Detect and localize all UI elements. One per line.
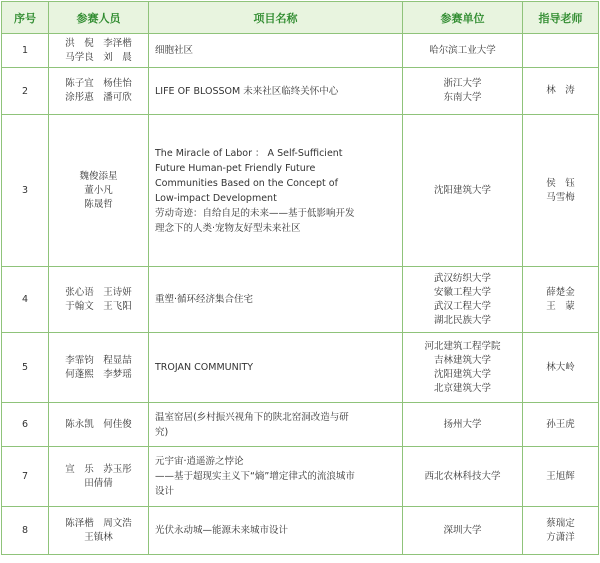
- teacher-cell: [523, 333, 599, 403]
- row-number: 1: [2, 34, 49, 68]
- member-line: 陈泽楷 周文浩: [65, 517, 132, 529]
- project-line: 温室窑居(乡村振兴视角下的陕北窑洞改造与研: [155, 411, 349, 423]
- unit-cell: [403, 403, 523, 447]
- teacher-cell: [523, 447, 599, 507]
- teacher-line: 林大岭: [546, 361, 575, 373]
- row-number: 5: [2, 333, 49, 403]
- row-number: 6: [2, 403, 49, 447]
- unit-line: 深圳大学: [443, 524, 482, 536]
- unit-cell: [403, 507, 523, 555]
- members-cell: [49, 403, 149, 447]
- members-cell: [49, 333, 149, 403]
- teacher-cell: [523, 403, 599, 447]
- members-cell: [49, 267, 149, 333]
- member-line: 马学良 刘 晨: [65, 51, 132, 63]
- table-row: [2, 34, 599, 68]
- project-cell: [149, 447, 403, 507]
- member-line: 涂彤惠 潘可欣: [65, 92, 132, 103]
- table-row: [2, 447, 599, 507]
- project-cell: [149, 68, 403, 115]
- unit-line: 西北农林科技大学: [424, 470, 501, 482]
- teacher-line: 薛楚金: [546, 286, 575, 298]
- unit-line: 武汉纺织大学: [433, 272, 491, 284]
- row-number: 7: [2, 447, 49, 507]
- award-table: [1, 1, 599, 555]
- project-line: TROJAN COMMUNITY: [155, 362, 254, 373]
- unit-cell: [403, 333, 523, 403]
- member-line: 魏俊添星: [79, 170, 118, 182]
- unit-line: 东南大学: [443, 92, 482, 103]
- unit-line: 湖北民族大学: [433, 314, 491, 326]
- header-row: [2, 2, 599, 34]
- teacher-line: 马雪梅: [546, 191, 575, 203]
- table-row: [2, 68, 599, 115]
- member-line: 陈永凯 何佳俊: [65, 418, 132, 430]
- unit-line: 武汉工程大学: [433, 300, 491, 312]
- teacher-cell: [523, 68, 599, 115]
- project-cell: [149, 267, 403, 333]
- teacher-line: 王 蒙: [546, 300, 575, 312]
- unit-line: 沈阳建筑大学: [433, 368, 491, 380]
- project-line: Low-impact Development: [155, 192, 277, 204]
- project-cell: [149, 115, 403, 267]
- unit-line: 吉林建筑大学: [433, 354, 491, 366]
- project-cell: [149, 507, 403, 555]
- teacher-line: 方潇洋: [546, 531, 575, 543]
- table-row: [2, 267, 599, 333]
- project-line: Communities Based on the Concept of: [155, 177, 338, 189]
- row-number: 8: [2, 507, 49, 555]
- header-unit: 参赛单位: [403, 2, 523, 34]
- member-line: 张心语 王诗妍: [65, 286, 132, 298]
- project-line: 劳动奇迹：自给自足的未来——基于低影响开发: [155, 207, 355, 219]
- unit-cell: [403, 115, 523, 267]
- row-number: 4: [2, 267, 49, 333]
- member-line: 宣 乐 苏玉彤: [65, 463, 132, 475]
- unit-cell: [403, 34, 523, 68]
- project-line: Future Human-pet Friendly Future: [155, 162, 316, 174]
- member-line: 洪 倪 李泽楷: [65, 37, 132, 49]
- unit-line: 沈阳建筑大学: [433, 184, 491, 196]
- header-members: 参赛人员: [49, 2, 149, 34]
- project-cell: [149, 333, 403, 403]
- member-line: 王镇林: [84, 531, 113, 543]
- members-cell: [49, 115, 149, 267]
- unit-line: 北京建筑大学: [433, 382, 491, 394]
- project-line: 究): [155, 426, 169, 438]
- member-line: 陈子宜 杨佳怡: [65, 78, 132, 89]
- member-line: 田倩倩: [84, 477, 113, 489]
- project-line: 元宇宙·逍遥游之悖论: [155, 456, 244, 467]
- project-line: 理念下的人类·宠物友好型未来社区: [155, 222, 301, 234]
- project-line: 重塑·循环经济集合住宅: [155, 294, 254, 305]
- member-line: 李霏钧 程显喆: [65, 354, 132, 366]
- teacher-line: 侯 钰: [546, 177, 575, 189]
- row-number: 3: [2, 115, 49, 267]
- project-line: The Miracle of Labor ： A Self-Sufficient: [155, 147, 343, 159]
- project-line: 细胞社区: [155, 45, 194, 56]
- teacher-cell: [523, 507, 599, 555]
- teacher-line: 林 涛: [546, 85, 575, 96]
- unit-line: 哈尔滨工业大学: [429, 44, 496, 56]
- teacher-line: 王旭辉: [546, 470, 575, 482]
- member-line: 董小凡: [84, 184, 113, 196]
- teacher-cell: [523, 34, 599, 68]
- row-number: 2: [2, 68, 49, 115]
- unit-line: 安徽工程大学: [433, 286, 491, 298]
- unit-line: 扬州大学: [443, 418, 482, 430]
- table-row: [2, 507, 599, 555]
- project-line: 光伏永动城—能源未来城市设计: [155, 525, 289, 536]
- header-teacher: 指导老师: [523, 2, 599, 34]
- project-line: ——基于超现实主义下“熵”增定律式的流浪城市: [155, 471, 355, 482]
- project-cell: [149, 34, 403, 68]
- header-project: 项目名称: [149, 2, 403, 34]
- members-cell: [49, 68, 149, 115]
- teacher-cell: [523, 115, 599, 267]
- table-row: [2, 403, 599, 447]
- header-no: 序号: [2, 2, 49, 34]
- teacher-line: 孙王虎: [546, 418, 575, 430]
- teacher-line: 蔡瑞定: [546, 517, 575, 529]
- unit-cell: [403, 68, 523, 115]
- project-line: 设计: [155, 486, 175, 497]
- project-line: LIFE OF BLOSSOM 未来社区临终关怀中心: [155, 85, 339, 97]
- unit-line: 浙江大学: [443, 78, 482, 89]
- table-row: [2, 333, 599, 403]
- unit-cell: [403, 447, 523, 507]
- unit-line: 河北建筑工程学院: [424, 340, 501, 352]
- member-line: 陈晟哲: [84, 198, 113, 210]
- members-cell: [49, 34, 149, 68]
- teacher-cell: [523, 267, 599, 333]
- members-cell: [49, 447, 149, 507]
- member-line: 何蓬熙 李梦瑶: [65, 368, 132, 380]
- unit-cell: [403, 267, 523, 333]
- members-cell: [49, 507, 149, 555]
- table-row: [2, 115, 599, 267]
- member-line: 于翰文 王飞阳: [65, 300, 132, 312]
- project-cell: [149, 403, 403, 447]
